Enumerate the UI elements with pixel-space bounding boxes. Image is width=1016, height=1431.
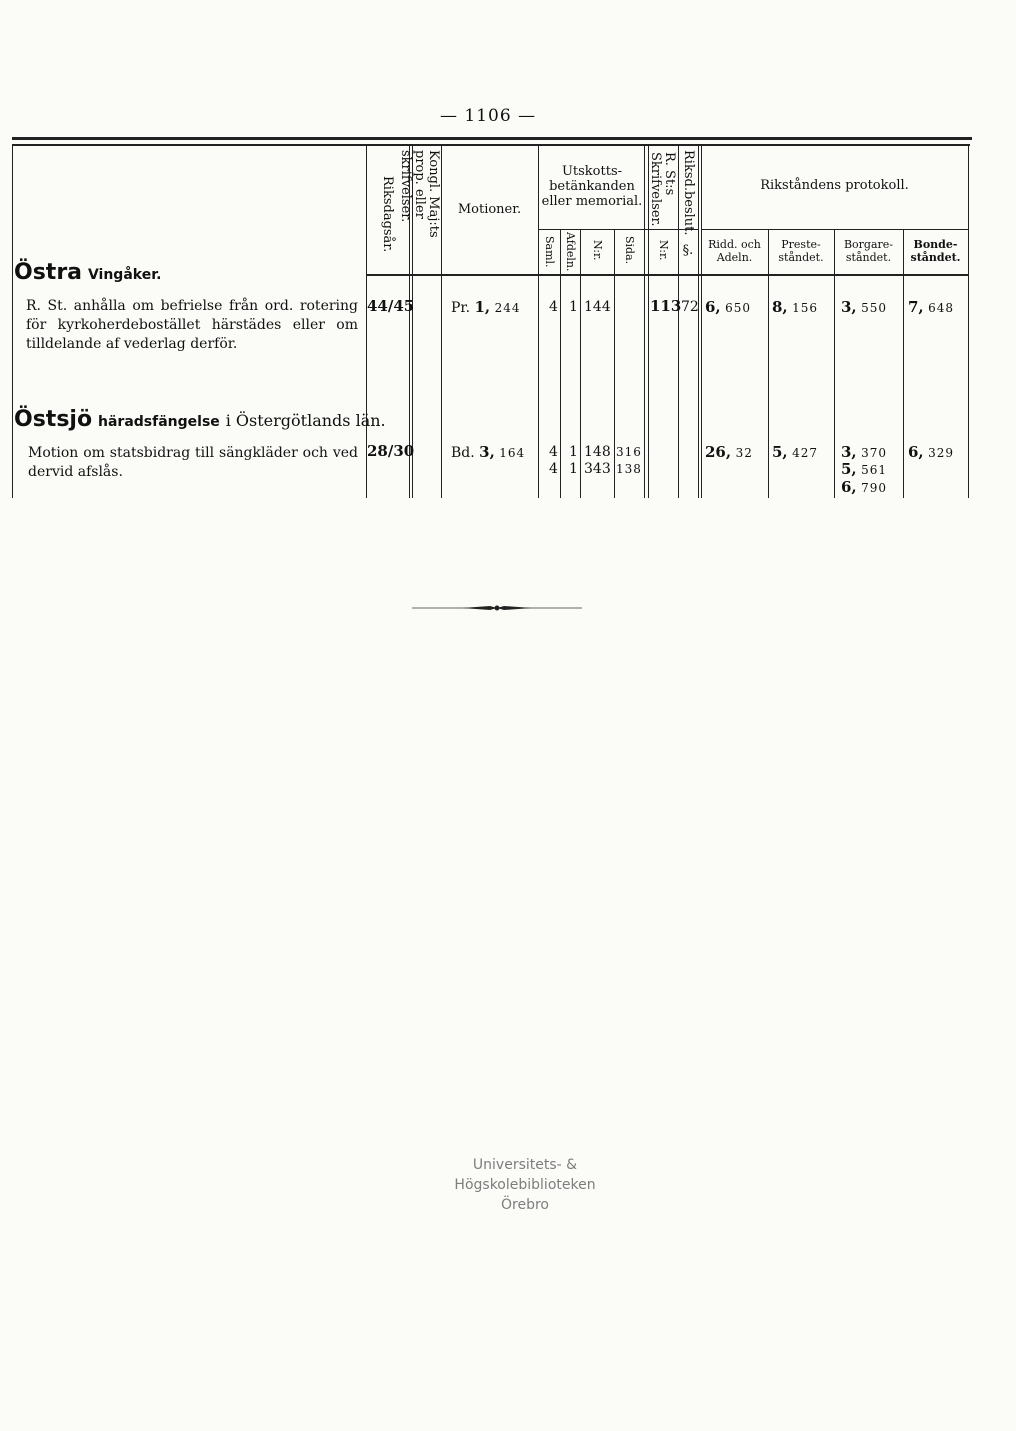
header-rule [12, 144, 970, 146]
entry-title: Östra Vingåker. [14, 260, 162, 285]
ridd-value: 6, 650 [705, 298, 752, 316]
sub-saml: Saml. [543, 236, 556, 268]
header-riksd-beslut: Riksd.beslut. [681, 150, 696, 236]
saml-value: 4 [549, 461, 558, 477]
ridd-value: 26, 32 [705, 443, 753, 461]
sub-sida: Sida. [623, 236, 636, 265]
preste-value: 5, 427 [772, 443, 819, 461]
header-kongl: Kongl. Maj:ts prop. eller skrifvelser. [398, 150, 441, 238]
borgare-value: 3, 550 [841, 298, 888, 316]
paragraph-value: 72 [681, 299, 699, 315]
top-rule [12, 137, 972, 140]
header-utskott: Utskotts- betänkanden eller memorial. [541, 164, 643, 209]
saml-value: 4 [549, 299, 558, 315]
bonde-value: 7, 648 [908, 298, 955, 316]
ornament-divider-icon [412, 600, 582, 616]
borgare-value: 3, 370 [841, 443, 888, 461]
entry-description: R. St. anhålla om befrielse från ord. rotering för kyrkoherdebostället härstädes eller om tilldelande af vederlag derför. [26, 298, 358, 352]
sub-bonde: Bonde- ståndet. [910, 238, 961, 264]
nr-value: 343 [584, 461, 611, 477]
motion-ref: Bd. 3, 164 [451, 443, 526, 461]
borgare-value: 5, 561 [841, 460, 888, 478]
header-protokoll: Rikståndens protokoll. [760, 178, 909, 193]
riksdagsar-value: 44/45 [367, 297, 415, 315]
sida-value: 138 [616, 462, 642, 476]
nr-value: 144 [584, 299, 611, 315]
motion-ref: Pr. 1, 244 [451, 298, 521, 316]
preste-value: 8, 156 [772, 298, 819, 316]
sida-value: 316 [616, 445, 642, 459]
saml-value: 4 [549, 444, 558, 460]
afdeln-value: 1 [569, 461, 578, 477]
sub-rst-nr: N:r. [657, 240, 670, 261]
nr-value: 148 [584, 444, 611, 460]
borgare-value: 6, 790 [841, 478, 888, 496]
sub-borgare: Borgare- ståndet. [843, 238, 894, 264]
afdeln-value: 1 [569, 444, 578, 460]
header-motioner: Motioner. [457, 202, 522, 217]
sub-paragraph: §. [682, 243, 694, 258]
sub-preste: Preste- ståndet. [778, 238, 824, 264]
header-rst-skrifvelser: R. St:s Skrifvelser. [648, 152, 677, 227]
rst-nr-value: 113 [650, 297, 682, 315]
header-riksdagsar: Riksdagsår. [380, 176, 395, 253]
library-stamp: Universitets- & Högskolebiblioteken Örebro [454, 1157, 596, 1213]
sub-nr: N:r. [591, 240, 604, 261]
sub-ridd: Ridd. och Adeln. [708, 238, 761, 264]
afdeln-value: 1 [569, 299, 578, 315]
bonde-value: 6, 329 [908, 443, 955, 461]
entry-title: Östsjö häradsfängelse i Östergötlands län. [14, 407, 386, 432]
sub-afdeln: Afdeln. [564, 232, 577, 272]
entry-description: Motion om statsbidrag till sängkläder och ved dervid afslås. [28, 445, 358, 480]
page-number: — 1106 — [440, 106, 537, 126]
riksdagsar-value: 28/30 [367, 442, 415, 460]
